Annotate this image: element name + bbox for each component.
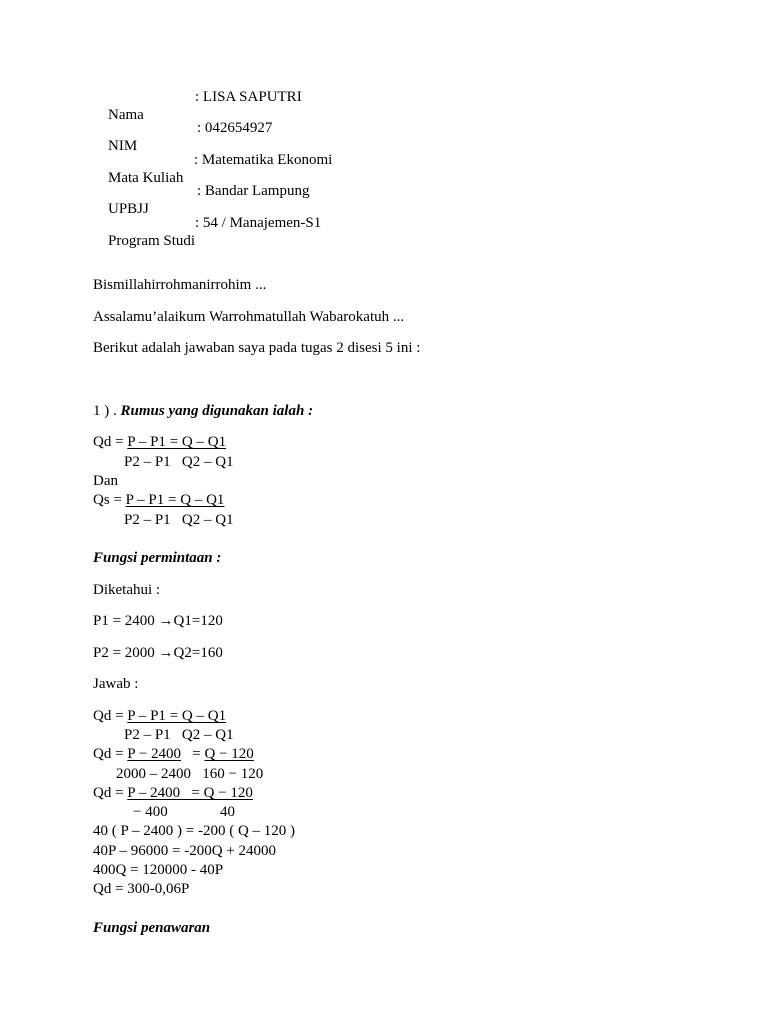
formula-qs-denominator: P2 – P1 Q2 – Q1 — [124, 512, 234, 528]
step-line-b: 40P – 96000 = -200Q + 24000 — [93, 843, 277, 859]
field-label: Program Studi — [108, 233, 196, 249]
step3-numerator: Qd = P – 2400 = Q − 120 — [93, 785, 253, 801]
step1-numerator: Qd = P – P1 = Q – Q1 — [93, 708, 227, 724]
step1-denominator: P2 – P1 Q2 – Q1 — [124, 727, 234, 743]
greeting-bismillah: Bismillahirrohmanirrohim ... — [93, 277, 267, 293]
formula-qd-numerator: Qd = P – P1 = Q – Q1 — [93, 434, 227, 450]
field-label: Mata Kuliah — [108, 170, 184, 186]
supply-heading: Fungsi penawaran — [93, 920, 211, 936]
step-line-a: 40 ( P – 2400 ) = -200 ( Q – 120 ) — [93, 823, 296, 839]
field-value: : Bandar Lampung — [197, 183, 310, 199]
field-value: : LISA SAPUTRI — [195, 89, 302, 105]
given-p1: P1 = 2400 →Q1=120 — [93, 613, 223, 629]
question-number: 1 ) . — [93, 403, 121, 419]
greeting-salam: Assalamu’alaikum Warrohmatullah Wabarokatuh ... — [93, 309, 405, 325]
question-title: Rumus yang digunakan ialah : — [120, 403, 314, 419]
fraction-numerator: P – P1 — [127, 434, 166, 450]
field-label: NIM — [108, 138, 138, 154]
field-label: Nama — [108, 107, 144, 123]
step2-numerator: Qd = P − 2400 = Q − 120 — [93, 746, 254, 762]
field-value: : 042654927 — [197, 120, 273, 136]
result-qd: Qd = 300-0,06P — [93, 881, 190, 897]
jawab-label: Jawab : — [93, 676, 139, 692]
fraction-numerator: Q – Q1 — [180, 492, 225, 508]
step3-denominator-right: 40 — [220, 804, 235, 820]
fraction-numerator: Q – Q1 — [181, 434, 227, 450]
formula-qd-denominator: P2 – P1 Q2 – Q1 — [124, 454, 234, 470]
fraction-numerator: P – P1 — [125, 492, 165, 508]
field-value: : Matematika Ekonomi — [194, 152, 333, 168]
field-label: UPBJJ — [108, 201, 149, 217]
question-1-heading — [93, 402, 313, 420]
step2-denominator: 2000 – 2400 160 − 120 — [116, 766, 264, 782]
dan-text: Dan — [93, 473, 118, 489]
demand-heading: Fungsi permintaan : — [93, 550, 222, 566]
greeting-intro: Berikut adalah jawaban saya pada tugas 2 disesi 5 ini : — [93, 340, 421, 356]
diketahui-label: Diketahui : — [93, 582, 161, 598]
step-line-c: 400Q = 120000 - 40P — [93, 862, 224, 878]
given-p2: P2 = 2000 →Q2=160 — [93, 645, 223, 661]
field-value: : 54 / Manajemen-S1 — [195, 215, 322, 231]
step3-denominator-left: − 400 — [133, 804, 168, 820]
formula-qs-numerator: Qs = P – P1 = Q – Q1 — [93, 492, 225, 508]
